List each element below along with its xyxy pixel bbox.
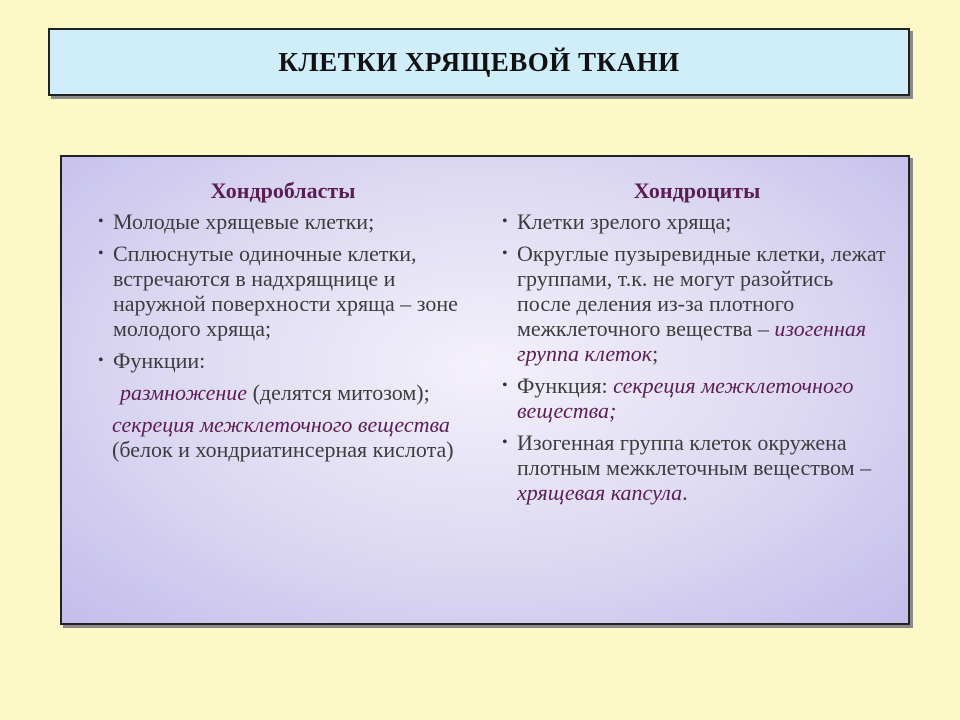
column-chondroblasts: [98, 177, 468, 469]
item-term: хрящевая капсула: [517, 480, 683, 505]
list-item: [502, 241, 892, 366]
list-item: [502, 373, 892, 423]
item-text: Функция:: [517, 373, 614, 398]
list-item: [502, 209, 892, 234]
list-item: [98, 209, 468, 234]
list-item: [502, 430, 892, 505]
function-detail: (делятся митозом);: [247, 380, 430, 405]
bullet-icon: •: [98, 352, 104, 369]
function-secretion: [98, 412, 468, 462]
item-end: ;: [652, 341, 659, 366]
item-text: Округлые пузыревидные клетки, лежат группами, т.к. не могут разойтись после деления из-за плотного межклеточного вещества –: [517, 241, 886, 341]
item-term: секреция межклеточного вещества;: [517, 373, 854, 423]
bullet-icon: •: [502, 245, 508, 262]
item-text: Изогенная группа клеток окружена плотным межклеточным веществом –: [517, 430, 872, 480]
item-text: Молодые хрящевые клетки;: [113, 209, 375, 234]
content-box: [60, 155, 910, 625]
bullet-icon: •: [502, 434, 508, 451]
bullet-icon: •: [502, 377, 508, 394]
list-item: [98, 241, 468, 341]
item-term: изогенная группа клеток: [517, 316, 867, 366]
item-text: Клетки зрелого хряща;: [517, 209, 732, 234]
function-detail: (белок и хондриатинсерная кислота): [112, 437, 454, 462]
title-box: [48, 28, 910, 96]
item-text: Функции:: [113, 348, 206, 373]
bullet-icon: •: [98, 245, 104, 262]
function-term: секреция межклеточного вещества: [112, 412, 450, 437]
column-heading-chondrocytes: Хондроциты: [633, 178, 761, 203]
list-item: [98, 348, 468, 373]
item-end: .: [682, 480, 688, 505]
column-chondrocytes: [502, 177, 892, 512]
slide-title: КЛЕТКИ ХРЯЩЕВОЙ ТКАНИ: [278, 46, 680, 77]
bullet-icon: •: [502, 213, 508, 230]
column-heading-chondroblasts: Хондробласты: [210, 178, 356, 203]
bullet-icon: •: [98, 213, 104, 230]
function-term: размножение: [120, 380, 248, 405]
function-reproduction: [98, 380, 468, 405]
item-text: Сплюснутые одиночные клетки, встречаются в надхрящнице и наружной поверхности хряща – зоне молодого хряща;: [113, 241, 458, 341]
